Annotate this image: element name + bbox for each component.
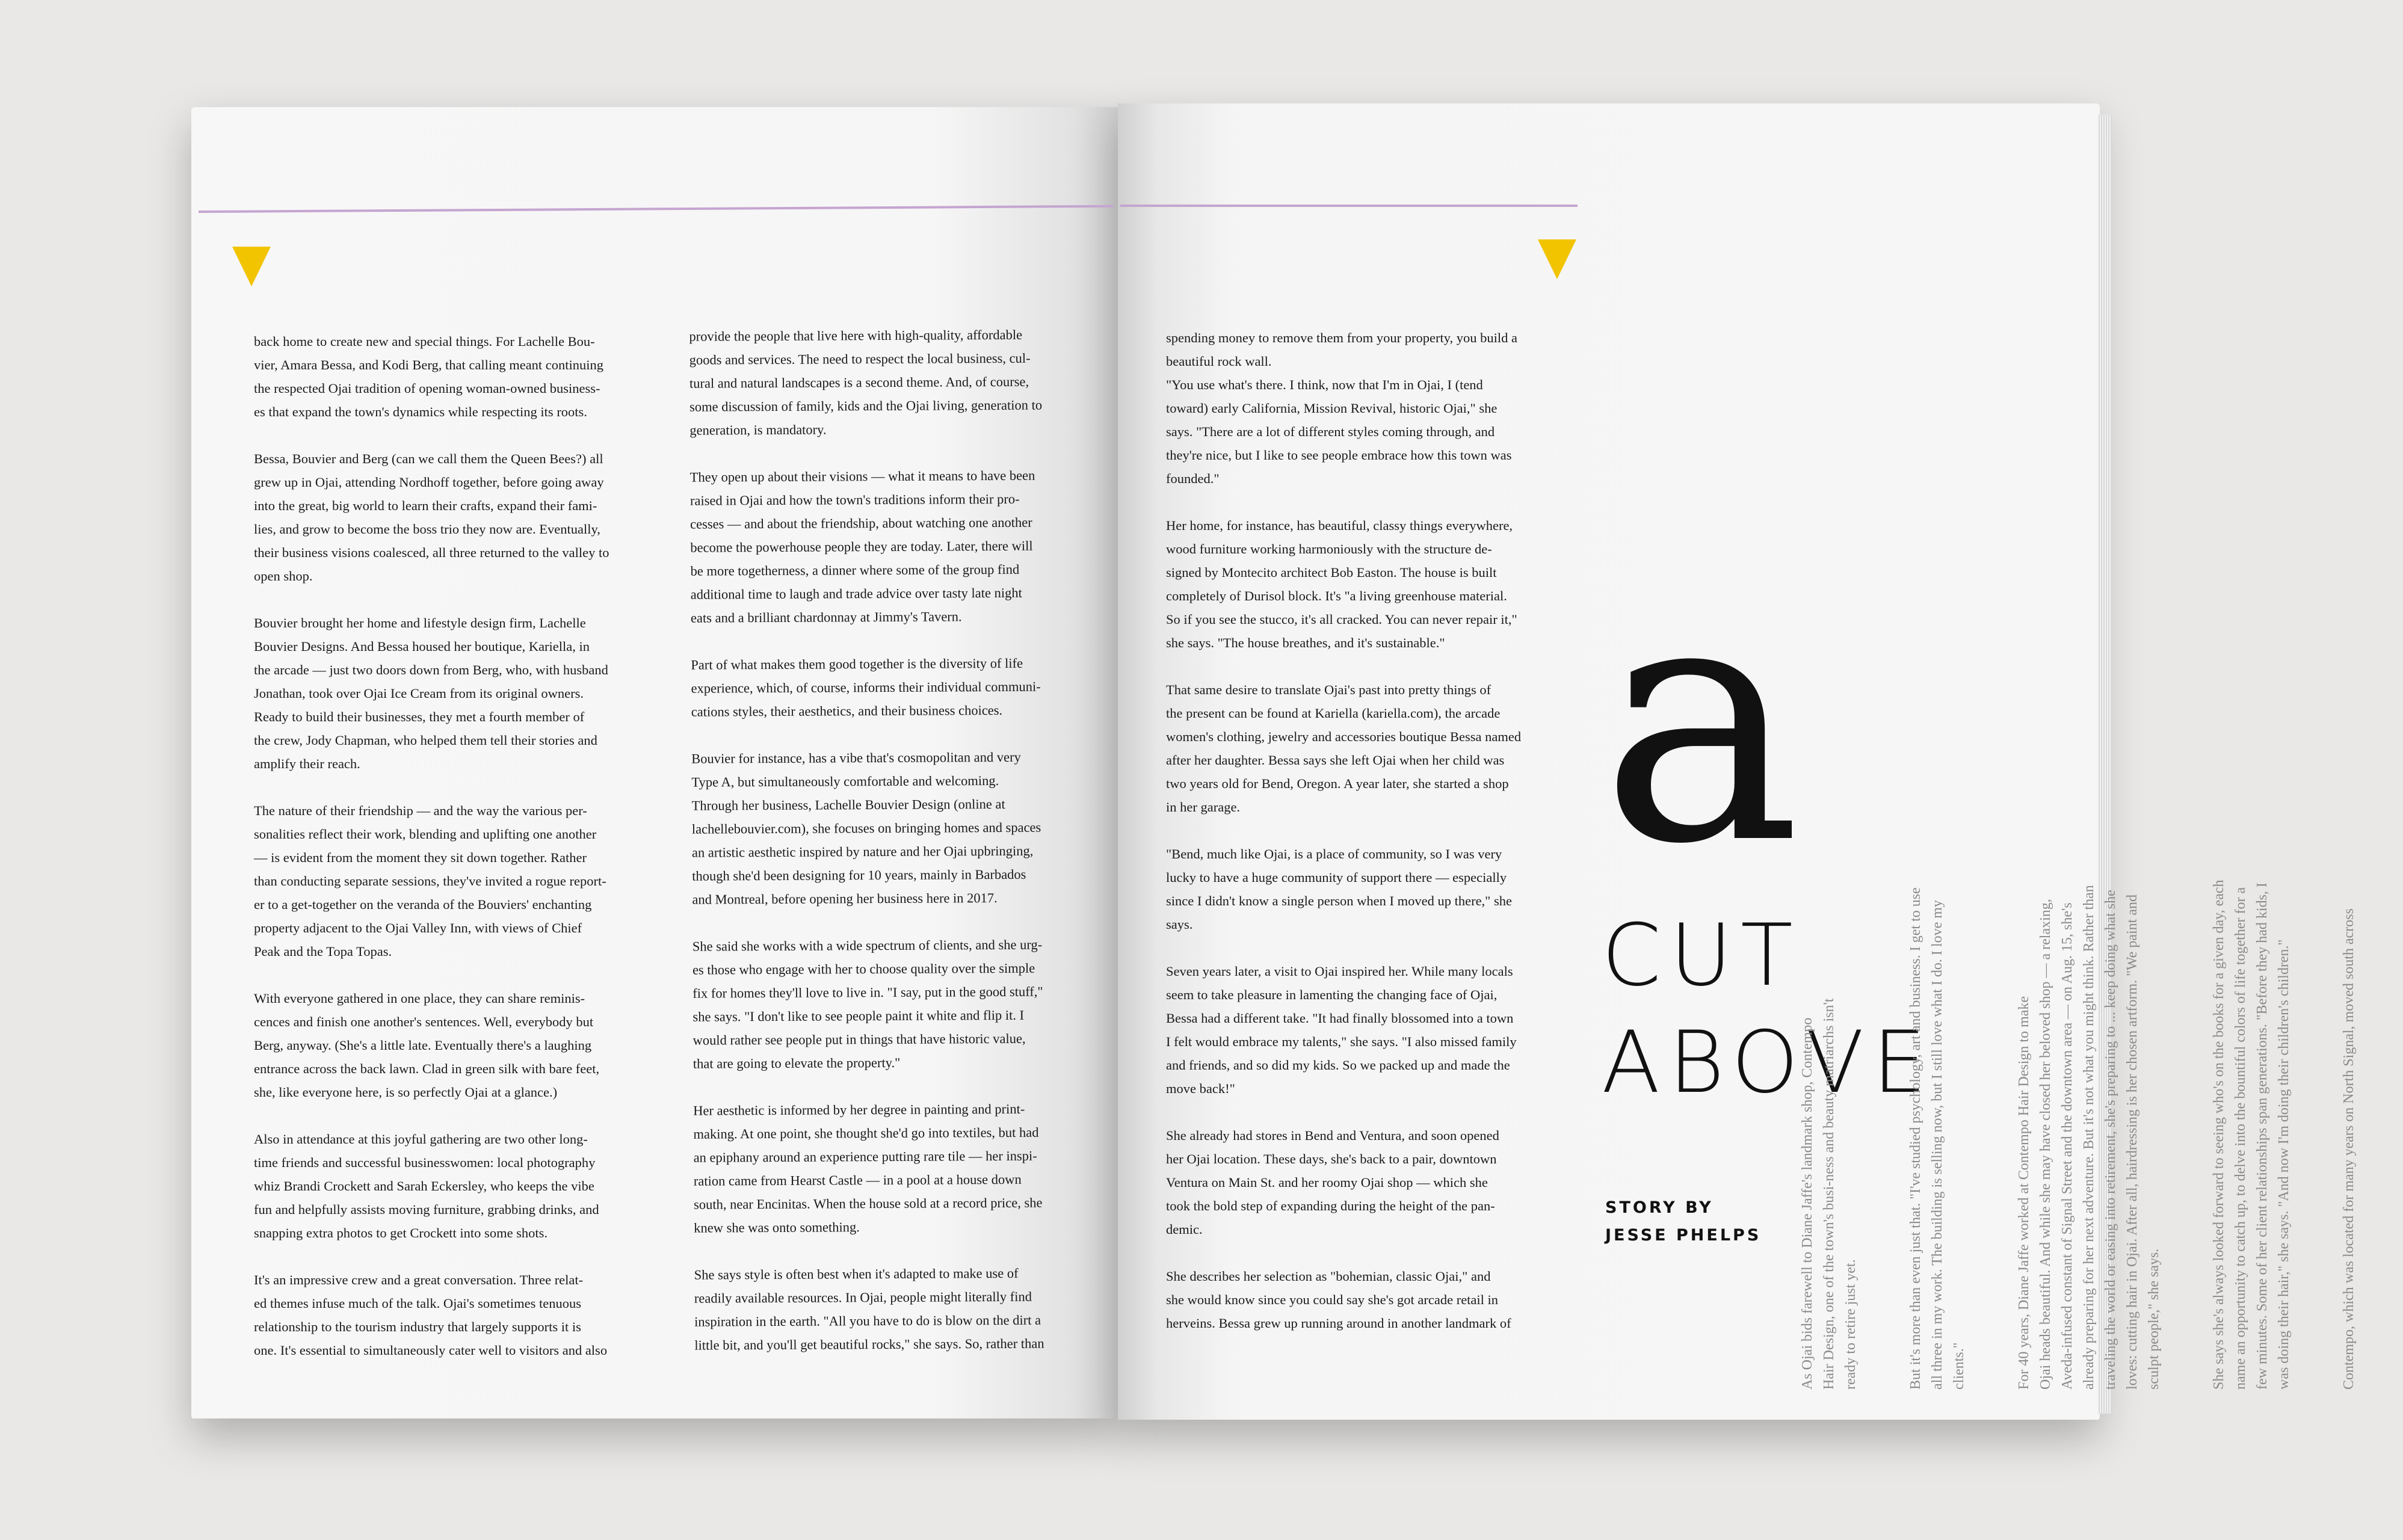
paragraph: She describes her selection as "bohemian, classic Ojai," and she would know since you could say she's got arcade retail in herveins. Bessa grew up running around in another landmark of bbox=[1166, 1269, 1511, 1331]
byline-label: STORY BY bbox=[1605, 1198, 1714, 1217]
paragraph: "Bend, much like Ojai, is a place of community, so I was very lucky to have a huge community of support there — especially since I didn't know a single person when I moved up there," she says. bbox=[1166, 846, 1512, 932]
paragraph: Her home, for instance, has beautiful, classy things everywhere, wood furniture working harmoniously with the structure de- signed by Montecito architect Bob Easton. The house is built completely of Durisol block. It's "a living greenhouse material. So if you see the stucco, it's all cracked. You can never repair it," she says. "The house breathes, and it's sustainable." bbox=[1166, 518, 1517, 650]
paragraph: Bouvier brought her home and lifestyle design firm, Lachelle Bouvier Designs. And Bessa housed her boutique, Kariella, in the arcade — just two doors down from Berg, who, with husband Jonathan, took over Ojai Ice Cream from its original owners. Ready to build their businesses, they met a fourth member of the crew, Jody Chapman, who helped them tell their stories and amplify their reach. bbox=[254, 615, 608, 771]
sidebar-paragraph: But it's more than even just that. "I've studied psychology, art and business. I get to use all three in my work. The building is selling now, but I still love what I do. I love my clients." bbox=[1908, 887, 1967, 1390]
paragraph: back home to create new and special things. For Lachelle Bou- vier, Amara Bessa, and Kodi Berg, that calling meant continuing the respected Ojai tradition of opening woman-owned business- es that expand the town's dynamics while respecting its roots. bbox=[254, 334, 604, 419]
paragraph: Her aesthetic is informed by her degree in painting and print- making. At one point, she thought she'd go into textiles, but had an epiphany around an experience putting rare tile — her inspi- ration came from Hearst Castle — in a pool at a house down south, near Encinitas. When the house sold at a record price, she knew she was onto something. bbox=[693, 1101, 1043, 1236]
sidebar-paragraph: For 40 years, Diane Jaffe worked at Contempo Hair Design to make Ojai heads beautiful. And while she may have closed her beloved shop — a relaxing, Aveda-infused constant of Signal Street and the downtown area — on Aug. 15, she's already preparing for her next adventure. But it's not what you might think. Rather than traveling the world or easing into retirement, she's preparing to ... keep doing what she loves: cutting hair in Ojai. After all, hairdressing is her chosen artform. "We paint and sculpt people," she says. bbox=[2016, 885, 2162, 1390]
sidebar-rotated-text bbox=[1775, 156, 2357, 1390]
title-line-1: CUT bbox=[1602, 906, 1801, 1005]
title-line-2: ABOVE bbox=[1602, 1013, 1935, 1112]
accent-rule-right bbox=[1120, 205, 1578, 207]
sidebar-paragraph: As Ojai bids farewell to Diane Jaffe's landmark shop, Contempo Hair Design, one of the town's busi-ness and beauty matriarchs isn't ready to retire just yet. bbox=[1800, 998, 1859, 1390]
paragraph: She says style is often best when it's adapted to make use of readily available resources. In Ojai, people might literally find inspiration in the earth. "All you have to do is blow on the dirt a little bit, and you'll get beautiful rocks," she says. So, rather than bbox=[694, 1265, 1044, 1353]
paragraph: They open up about their visions — what it means to have been raised in Ojai and how the town's traditions inform their pro- cesses — and about the friendship, about watching one another become the powerhouse people they are today. Later, there will be more togetherness, a dinner where some of the group find additional time to laugh and trade advice over tasty late night eats and a brilliant chardonnay at Jimmy's Tavern. bbox=[689, 467, 1035, 626]
paragraph: Part of what makes them good together is the diversity of life experience, which, of course, informs their individual communi- cations styles, their aesthetics, and their business choices. bbox=[691, 655, 1041, 719]
paragraph: Seven years later, a visit to Ojai inspired her. While many locals seem to take pleasure in lamenting the changing face of Ojai, Bessa had a different take. "It had finally blossomed into a town I felt would embrace my talents," she says. "I also missed family and friends, and so did my kids. So we packed up and made the move back!" bbox=[1166, 964, 1517, 1096]
paragraph: That same desire to translate Ojai's past into pretty things of the present can be found at Kariella (kariella.com), the arcade women's clothing, jewelry and accessories boutique Bessa named after her daughter. Bessa says she left Ojai when her child was two years old for Bend, Oregon. A year later, she started a shop in her garage. bbox=[1166, 682, 1522, 815]
left-column-1 bbox=[254, 330, 675, 1385]
paragraph: She said she works with a wide spectrum of clients, and she urg- es those who engage with her to choose quality over the simple fix for homes they'll love to live in. "I say, put in the good stuff," she says. "I don't like to see people paint it white and flip it. I would rather see people put in things that have historic value, that are going to elevate the property." bbox=[692, 937, 1043, 1071]
sidebar-paragraph: She says she's always looked forward to seeing who's on the books for a given day, each name an opportunity to catch up, to delve into the bountiful colors of life together for a few minutes. Some of her client relationships span generations. "Before they had kids, I was doing their hair," she says. "And now I'm doing their children's children." bbox=[2211, 879, 2292, 1390]
paragraph: Bouvier for instance, has a vibe that's cosmopolitan and very Type A, but simultaneously comfortable and welcoming. Through her business, Lachelle Bouvier Design (online at lachellebouvier.com), she focuses on bringing homes and spaces an artistic aesthetic inspired by nature and her Ojai upbringing, though she'd been designing for 10 years, mainly in Barbados and Montreal, before opening her business here in 2017. bbox=[691, 749, 1041, 907]
paragraph: provide the people that live here with high-quality, affordable goods and services. The need to respect the local business, cul- tural and natural landscapes is a second theme. And, of course, some discussion of family, kids and the Ojai living, generation to generation, is mandatory. bbox=[689, 327, 1043, 438]
triangle-marker-right bbox=[1538, 239, 1576, 279]
left-column-2 bbox=[689, 322, 1079, 1380]
paragraph: She already had stores in Bend and Ventura, and soon opened her Ojai location. These days, she's back to a pair, downtown Ventura on Main St. and her roomy Ojai shop — which she took the bold step of expanding during the height of the pan- demic. bbox=[1166, 1128, 1499, 1237]
triangle-marker-left bbox=[232, 247, 271, 286]
paragraph: It's an impressive crew and a great conversation. Three relat- ed themes infuse much of the talk. Ojai's sometimes tenuous relationship to the tourism industry that largely supports it is one. It's essential to simultaneously cater well to visitors and also bbox=[254, 1272, 608, 1358]
paragraph: spending money to remove them from your property, you build a beautiful rock wall. "You use what's there. I think, now that I'm in Ojai, I (tend toward) early California, Mission Revival, historic Ojai," she says. "There are a lot of different styles coming through, and they're nice, but I like to see people embrace how this town was founded." bbox=[1166, 330, 1518, 486]
title-drop-letter: a bbox=[1600, 526, 1801, 918]
paragraph: Also in attendance at this joyful gathering are two other long- time friends and successful businesswomen: local photography whiz Brandi Crockett and Sarah Eckersley, who keeps the vibe fun and helpfully assists moving furniture, grabbing drinks, and snapping extra photos to get Crockett into some shots. bbox=[254, 1132, 599, 1240]
paragraph: The nature of their friendship — and the way the various per- sonalities reflect their work, blending and uplifting one another — is evident from the moment they sit down together. Rather than conducting separate sessions, they've invited a rogue report- er to a get-together on the veranda of the Bouviers' enchanting property adjacent to the Ojai Valley Inn, with views of Chief Peak and the Topa Topas. bbox=[254, 803, 606, 959]
paragraph: With everyone gathered in one place, they can share reminis- cences and finish one another's sentences. Well, everybody but Berg, anyway. (She's a little late. Eventually there's a laughing entrance across the back lawn. Clad in green silk with bare feet, she, like everyone here, is so perfectly Ojai at a glance.) bbox=[254, 991, 600, 1100]
right-column-1 bbox=[1166, 326, 1599, 1358]
byline bbox=[1605, 1194, 1761, 1249]
byline-author: JESSE PHELPS bbox=[1605, 1226, 1762, 1245]
paragraph: Bessa, Bouvier and Berg (can we call them the Queen Bees?) all grew up in Ojai, attending Nordhoff together, before going away into the great, big world to learn their crafts, expand their fami- lies, and grow to become the boss trio they now are. Eventually, their business visions coalesced, all three returned to the valley to open shop. bbox=[254, 451, 609, 584]
sidebar-paragraph: Contempo, which was located for many years on North Signal, moved south across bbox=[2341, 908, 2357, 1390]
